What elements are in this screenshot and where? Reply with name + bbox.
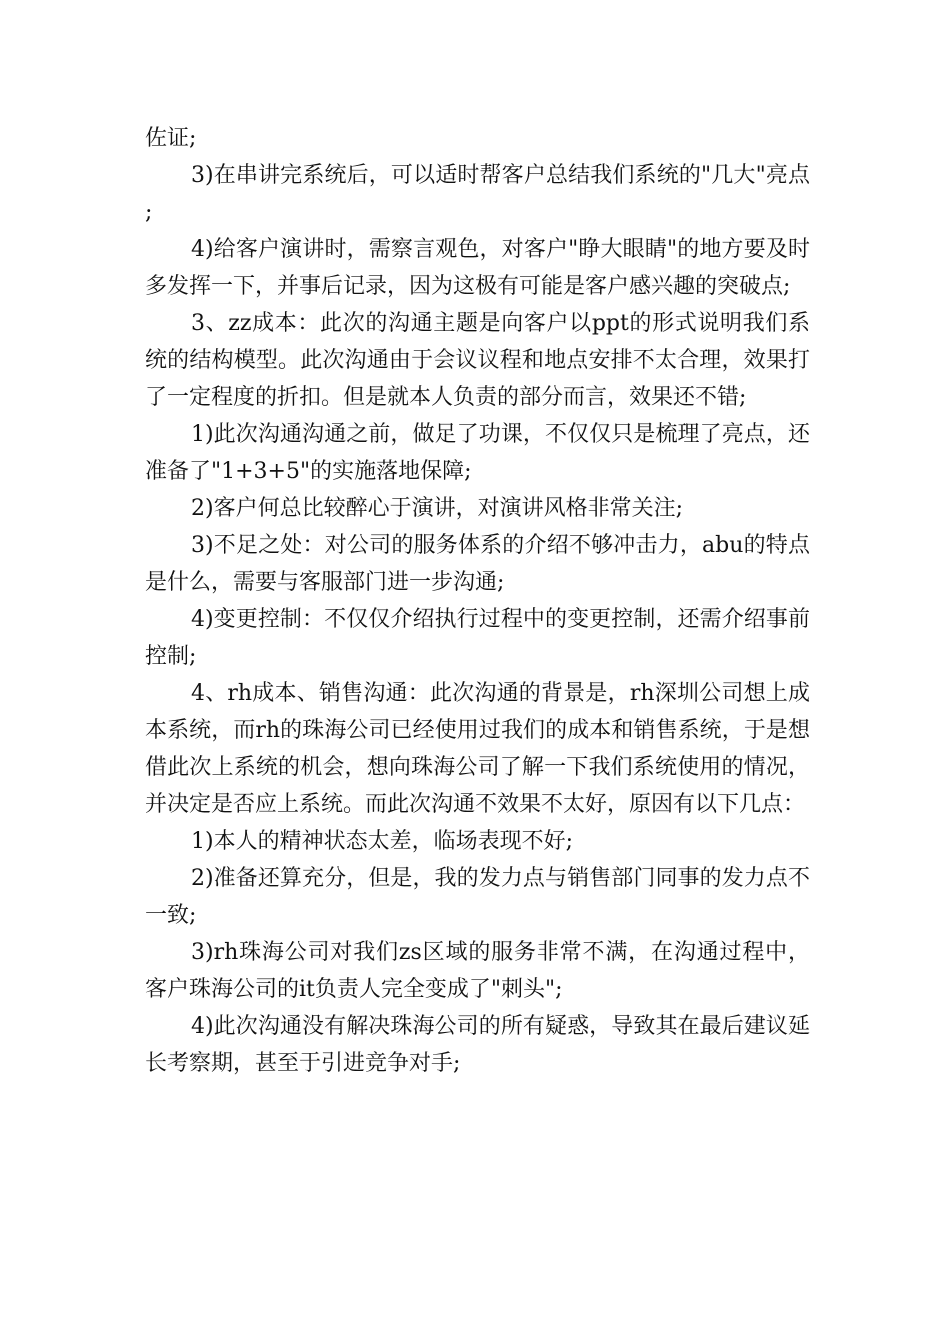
paragraph: 3、zz成本：此次的沟通主题是向客户以ppt的形式说明我们系统的结构模型。此次沟通由于会议议程和地点安排不太合理，效果打了一定程度的折扣。但是就本人负责的部分而言，效果还不错; xyxy=(145,311,810,410)
paragraph: 2)准备还算充分，但是，我的发力点与销售部门同事的发力点不一致; xyxy=(145,866,810,928)
paragraph: 3)rh珠海公司对我们zs区域的服务非常不满，在沟通过程中，客户珠海公司的it负责人完全变成了"刺头"; xyxy=(145,940,810,1002)
paragraph: 1)此次沟通沟通之前，做足了功课，不仅仅只是梳理了亮点，还准备了"1+3+5"的实施落地保障; xyxy=(145,422,810,484)
paragraph: 4)此次沟通没有解决珠海公司的所有疑惑，导致其在最后建议延长考察期，甚至于引进竞争对手; xyxy=(145,1014,810,1076)
paragraph: 4)给客户演讲时，需察言观色，对客户"睁大眼睛"的地方要及时多发挥一下，并事后记录，因为这极有可能是客户感兴趣的突破点; xyxy=(145,237,810,299)
paragraph: 1)本人的精神状态太差，临场表现不好; xyxy=(191,829,573,854)
paragraph: 佐证; xyxy=(145,126,197,151)
document-body xyxy=(145,120,810,1082)
paragraph: 2)客户何总比较醉心于演讲，对演讲风格非常关注; xyxy=(191,496,683,521)
paragraph: 3)不足之处：对公司的服务体系的介绍不够冲击力，abu的特点是什么，需要与客服部门进一步沟通; xyxy=(145,533,810,595)
paragraph: 4、rh成本、销售沟通：此次沟通的背景是，rh深圳公司想上成本系统，而rh的珠海公司已经使用过我们的成本和销售系统，于是想借此次上系统的机会，想向珠海公司了解一下我们系统使用的情况，并决定是否应上系统。而此次沟通不效果不太好，原因有以下几点： xyxy=(145,681,810,817)
paragraph: 4)变更控制：不仅仅介绍执行过程中的变更控制，还需介绍事前控制; xyxy=(145,607,810,669)
paragraph: 3)在串讲完系统后，可以适时帮客户总结我们系统的"几大"亮点; xyxy=(145,163,810,225)
